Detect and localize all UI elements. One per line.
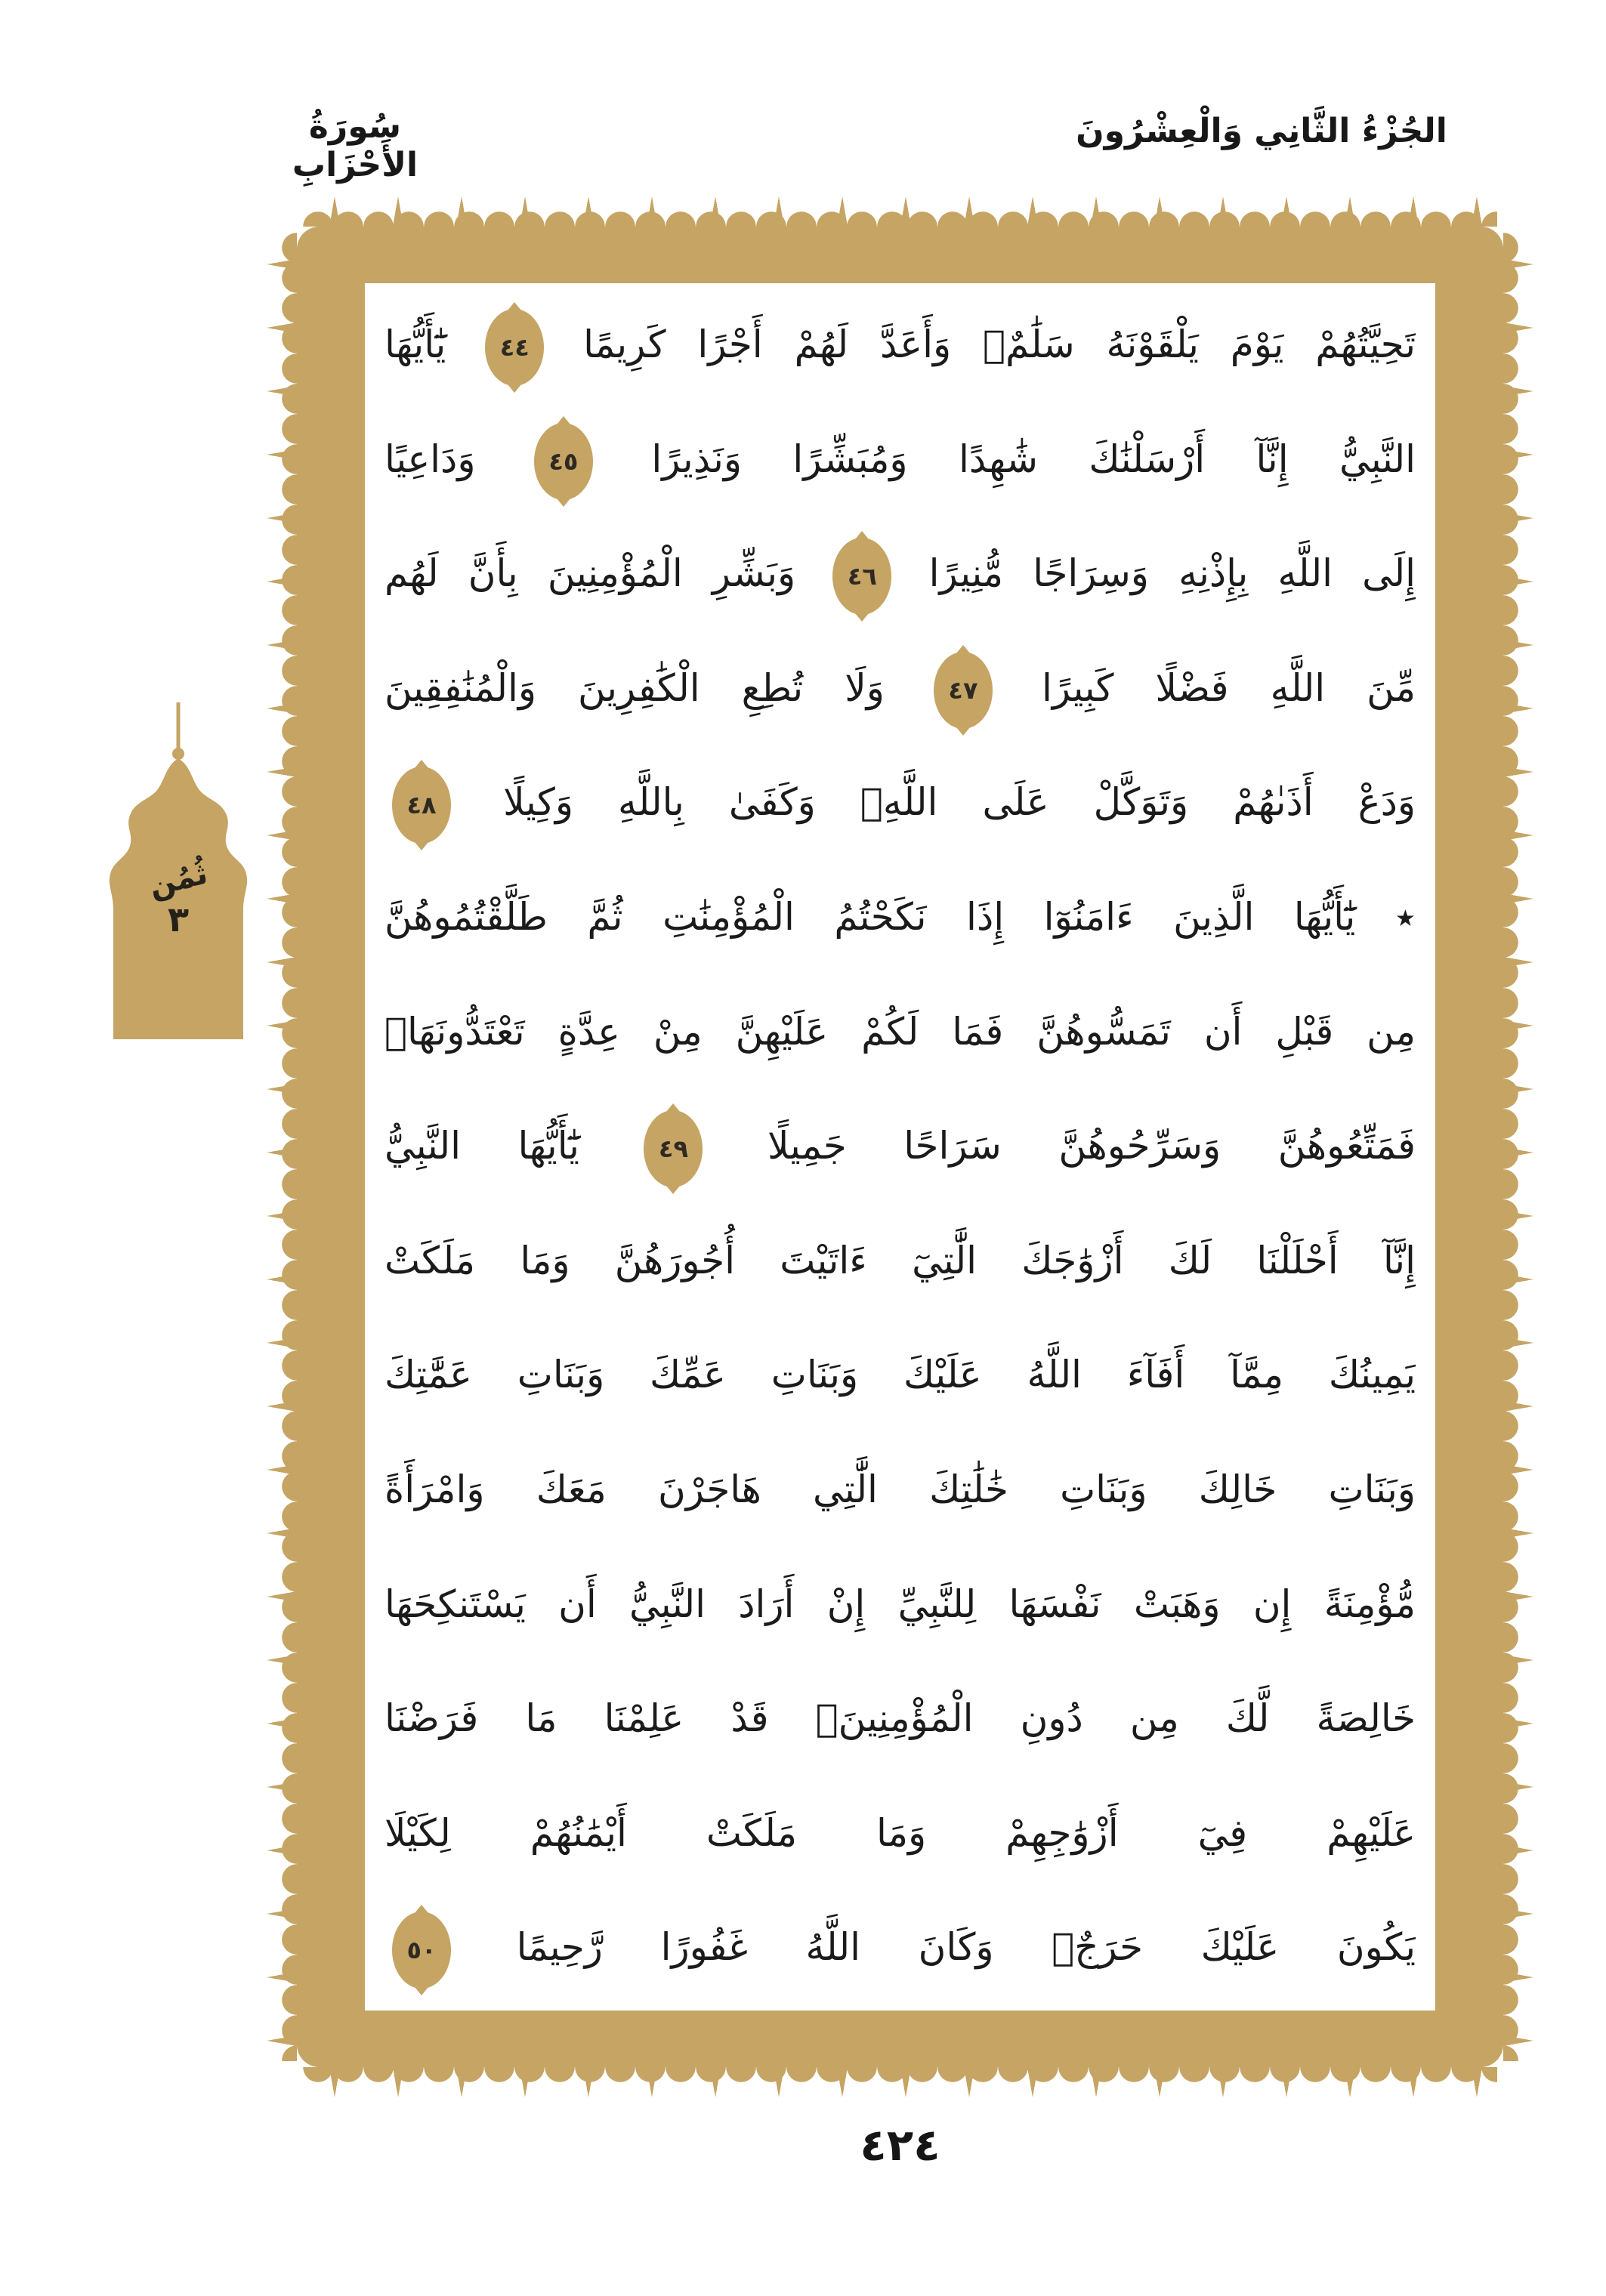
quran-text-segment: وَبَشِّرِ الْمُؤْمِنِينَ بِأَنَّ لَهُم (385, 551, 796, 596)
quran-text-segment: يَمِينُكَ مِمَّآ أَفَآءَ اللَّهُ عَلَيْكَ وَبَنَاتِ عَمِّكَ وَبَنَاتِ عَمَّٰتِكَ (385, 1353, 1416, 1397)
ayah-number-medallion (644, 1110, 703, 1187)
quran-text-segment: النَّبِيُّ إِنَّآ أَرْسَلْنَٰكَ شَٰهِدًا وَمُبَشِّرًا وَنَذِيرًا (651, 437, 1416, 481)
quran-text-segment: وَدَعْ أَذَىٰهُمْ وَتَوَكَّلْ عَلَى اللَّهِۚ وَكَفَىٰ بِاللَّهِ وَكِيلًا (503, 780, 1416, 825)
page-number: ٤٢٤ (860, 2119, 940, 2171)
quran-text-segment: يَٰٓأَيُّهَا النَّبِيُّ (385, 1124, 579, 1168)
quran-text-segment: وَبَنَاتِ خَالِكَ وَبَنَاتِ خَٰلَٰتِكَ الَّٰتِي هَاجَرْنَ مَعَكَ وَامْرَأَةً (385, 1467, 1416, 1511)
quran-text-segment: عَلَيْهِمْ فِيٓ أَزْوَٰجِهِمْ وَمَا مَلَكَتْ أَيْمَٰنُهُمْ لِكَيْلَا (385, 1810, 1416, 1855)
ayah-number-medallion (485, 309, 544, 386)
decorative-border-frame (297, 227, 1503, 2067)
ayah-number: ٤٨ (406, 790, 437, 819)
ayah-number-medallion (392, 1912, 451, 1989)
ayah-number: ٤٥ (548, 447, 579, 477)
quran-line (385, 1089, 1416, 1204)
thumun-number: ٣ (167, 899, 190, 940)
thumun-text (106, 856, 251, 940)
ayah-number-medallion (934, 652, 993, 729)
ayah-number-medallion (392, 767, 451, 844)
thumun-label: ثُمُن (145, 856, 212, 904)
quran-text-segment: تَحِيَّتُهُمْ يَوْمَ يَلْقَوْنَهُ سَلَٰمٌۚ وَأَعَدَّ لَهُمْ أَجْرًا كَرِيمًا (583, 322, 1416, 366)
quran-text-segment: إِنَّآ أَحْلَلْنَا لَكَ أَزْوَٰجَكَ الَّٰتِيٓ ءَاتَيْتَ أُجُورَهُنَّ وَمَا مَلَكَتْ (385, 1238, 1416, 1282)
quran-text-segment: ٭ يَٰٓأَيُّهَا الَّذِينَ ءَامَنُوٓا إِذَا نَكَحْتُمُ الْمُؤْمِنَٰتِ ثُمَّ طَلَّقْتُمُوهُنَّ (385, 894, 1416, 939)
quran-line (385, 631, 1416, 746)
juz-title-header: الجُزْءُ الثَّانِي وَالْعِشْرُونَ (1076, 112, 1447, 150)
quran-text-segment: خَالِصَةً لَّكَ مِن دُونِ الْمُؤْمِنِينَۗ قَدْ عَلِمْنَا مَا فَرَضْنَا (385, 1696, 1416, 1741)
quran-line (385, 517, 1416, 631)
quran-text-segment: مُّؤْمِنَةً إِن وَهَبَتْ نَفْسَهَا لِلنَّبِيِّ إِنْ أَرَادَ النَّبِيُّ أَن يَسْتَنكِحَهَا (385, 1582, 1416, 1626)
quran-line (385, 1890, 1416, 2005)
quran-line (385, 403, 1416, 517)
quran-line (385, 745, 1416, 860)
ayah-number-medallion (832, 538, 891, 615)
ayah-number: ٤٩ (658, 1134, 688, 1163)
quran-line (385, 1433, 1416, 1548)
surah-name-header: سُورَةُ الأَحْزَابِ (292, 107, 418, 184)
quran-line (385, 1548, 1416, 1662)
quran-line (385, 975, 1416, 1090)
thumun-marker (106, 702, 251, 1039)
quran-text-segment: وَلَا تُطِعِ الْكَٰفِرِينَ وَالْمُنَٰفِقِينَ (385, 665, 885, 710)
quran-line (385, 1662, 1416, 1776)
quran-text-segment: فَمَتِّعُوهُنَّ وَسَرِّحُوهُنَّ سَرَاحًا جَمِيلًا (767, 1124, 1416, 1168)
ayah-number: ٥٠ (406, 1935, 437, 1964)
ayah-number-medallion (534, 423, 593, 500)
quran-line (385, 1776, 1416, 1891)
quran-text-segment: مِن قَبْلِ أَن تَمَسُّوهُنَّ فَمَا لَكُمْ عَلَيْهِنَّ مِنْ عِدَّةٍ تَعْتَدُّونَهَاۖ (385, 1009, 1416, 1054)
quran-text-segment: يَكُونَ عَلَيْكَ حَرَجٌۗ وَكَانَ اللَّهُ غَفُورًا رَّحِيمًا (516, 1925, 1416, 1970)
quran-text-segment: يَٰٓأَيُّهَا (385, 322, 446, 366)
quran-line (385, 1318, 1416, 1433)
frame-scallop-top-edge (303, 196, 1497, 227)
frame-scallop-bottom-edge (303, 2067, 1497, 2097)
ayah-number: ٤٧ (948, 676, 978, 705)
frame-scallop-left-edge (267, 233, 297, 2061)
quran-line (385, 860, 1416, 975)
frame-scallop-right-edge (1503, 233, 1533, 2061)
quran-text-area (365, 283, 1435, 2011)
ayah-number: ٤٤ (499, 332, 530, 362)
quran-text-segment: إِلَى اللَّهِ بِإِذْنِهِ وَسِرَاجًا مُّنِيرًا (928, 551, 1416, 596)
ayah-number: ٤٦ (847, 561, 877, 591)
quran-line (385, 1204, 1416, 1319)
quran-text-segment: وَدَاعِيًا (385, 437, 476, 481)
quran-line (385, 288, 1416, 403)
quran-text-segment: مِّنَ اللَّهِ فَضْلًا كَبِيرًا (1042, 665, 1416, 710)
